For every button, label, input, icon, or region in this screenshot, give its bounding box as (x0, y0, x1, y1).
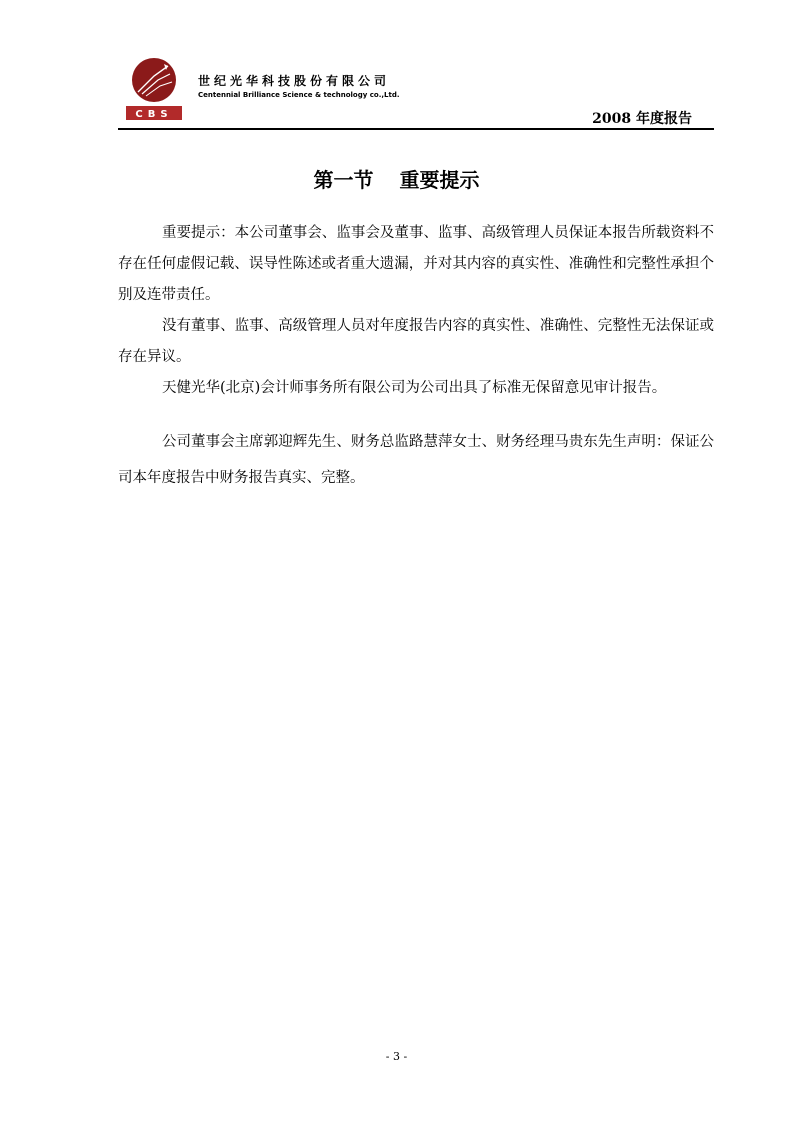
logo-text: CBS (135, 109, 173, 120)
section-title: 重要提示 (399, 168, 480, 192)
paragraph-financial-statement: 公司董事会主席郭迎辉先生、财务总监路慧萍女士、财务经理马贵东先生声明：保证公司本年度报告中财务报告真实、完整。 (118, 434, 714, 486)
header-divider (118, 128, 714, 130)
section-number: 第一节 (313, 168, 374, 192)
page-header (118, 56, 714, 132)
company-name-en: Centennial Brilliance Science & technology co.,Ltd. (198, 91, 400, 99)
paragraph-no-objection: 没有董事、监事、高级管理人员对年度报告内容的真实性、准确性、完整性无法保证或存在异议。 (118, 318, 714, 365)
paragraph-audit-opinion: 天健光华(北京)会计师事务所有限公司为公司出具了标准无保留意见审计报告。 (162, 380, 667, 396)
report-title: 2008 年度报告 (592, 111, 692, 127)
company-name-cn: 世纪光华科技股份有限公司 (198, 74, 391, 88)
paragraph-important-notice: 重要提示：本公司董事会、监事会及董事、监事、高级管理人员保证本报告所载资料不存在任何虚假记载、误导性陈述或者重大遗漏，并对其内容的真实性、准确性和完整性承担个别及连带责任。 (118, 225, 714, 303)
logo-circle (132, 58, 176, 102)
company-logo (124, 56, 184, 124)
section-heading (0, 164, 793, 193)
page-number: - 3 - (385, 1050, 408, 1063)
